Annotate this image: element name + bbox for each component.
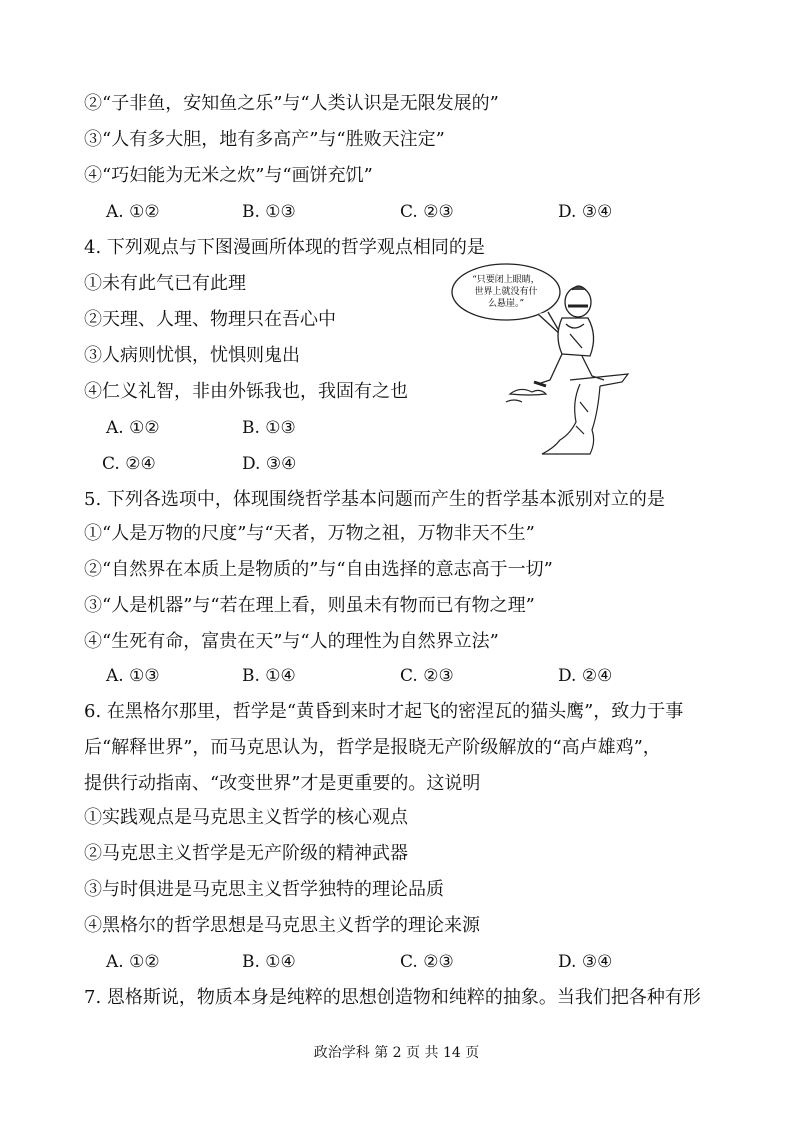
q5-item-2: ②“自然界在本质上是物质的”与“自由选择的意志高于一切”: [84, 559, 553, 580]
q5-item-4: ④“生死有命，富贵在天”与“人的理性为自然界立法”: [84, 631, 499, 652]
q5-option-c: C. ②③: [400, 666, 454, 686]
q5-options: [84, 664, 704, 688]
bubble-line-2: 世界上就没有什: [474, 287, 538, 297]
q5-option-d: D. ②④: [558, 666, 613, 686]
cartoon-illustration: [450, 262, 635, 457]
q3-option-a: A. ①②: [106, 202, 160, 222]
cliff-illustration: [506, 374, 628, 454]
q3-options: [84, 200, 704, 224]
q6-option-b: B. ①④: [242, 952, 296, 972]
q7-stem: 7. 恩格斯说，物质本身是纯粹的思想创造物和纯粹的抽象。当我们把各种有形: [84, 987, 701, 1008]
bubble-line-1: “只要闭上眼睛，: [472, 275, 540, 285]
q4-option-a: A. ①②: [106, 418, 160, 438]
page-footer: 政治学科 第 2 页 共 14 页: [313, 1045, 480, 1061]
bubble-line-3: 么悬崖。”: [487, 299, 525, 309]
q5-option-a: A. ①③: [106, 666, 160, 686]
q5-option-b: B. ①④: [242, 666, 296, 686]
q4-item-1: ①未有此气已有此理: [84, 273, 246, 294]
q6-option-d: D. ③④: [558, 952, 613, 972]
q6-item-3: ③与时俱进是马克思主义哲学独特的理论品质: [84, 879, 444, 900]
q4-option-d: D. ③④: [242, 454, 297, 474]
q4-item-2: ②天理、人理、物理只在吾心中: [84, 309, 336, 330]
q3-item-4: ④“巧妇能为无米之炊”与“画饼充饥”: [84, 165, 373, 186]
q4-option-b: B. ①③: [242, 418, 296, 438]
q6-stem-line-1: 6. 在黑格尔那里，哲学是“黄昏到来时才起飞的密涅瓦的猫头鹰”，致力于事: [84, 701, 684, 722]
q6-options: [84, 950, 704, 974]
q4-item-4: ④仁义礼智，非由外铄我也，我固有之也: [84, 381, 408, 402]
q6-stem-line-2: 后“解释世界”，而马克思认为，哲学是报晓无产阶级解放的“高卢雄鸡”，: [84, 737, 661, 758]
q3-item-3: ③“人有多大胆，地有多高产”与“胜败天注定”: [84, 129, 445, 150]
q6-item-1: ①实践观点是马克思主义哲学的核心观点: [84, 807, 408, 828]
q5-item-3: ③“人是机器”与“若在理上看，则虽未有物而已有物之理”: [84, 595, 535, 616]
q6-option-a: A. ①②: [106, 952, 160, 972]
q6-item-2: ②马克思主义哲学是无产阶级的精神武器: [84, 843, 408, 864]
q5-stem: 5. 下列各选项中，体现围绕哲学基本问题而产生的哲学基本派别对立的是: [84, 489, 665, 510]
q6-item-4: ④黑格尔的哲学思想是马克思主义哲学的理论来源: [84, 915, 480, 936]
q6-stem-line-3: 提供行动指南、“改变世界”才是更重要的。这说明: [84, 773, 481, 794]
q6-option-c: C. ②③: [400, 952, 454, 972]
q4-item-3: ③人病则忧惧，忧惧则鬼出: [84, 345, 300, 366]
q3-option-c: C. ②③: [400, 202, 454, 222]
q3-option-d: D. ③④: [558, 202, 613, 222]
q3-item-2: ②“子非鱼，安知鱼之乐”与“人类认识是无限发展的”: [84, 93, 499, 114]
q4-stem: 4. 下列观点与下图漫画所体现的哲学观点相同的是: [84, 237, 485, 258]
q5-item-1: ①“人是万物的尺度”与“天者，万物之祖，万物非天不生”: [84, 523, 535, 544]
q3-option-b: B. ①③: [242, 202, 296, 222]
q4-option-c: C. ②④: [102, 454, 156, 474]
